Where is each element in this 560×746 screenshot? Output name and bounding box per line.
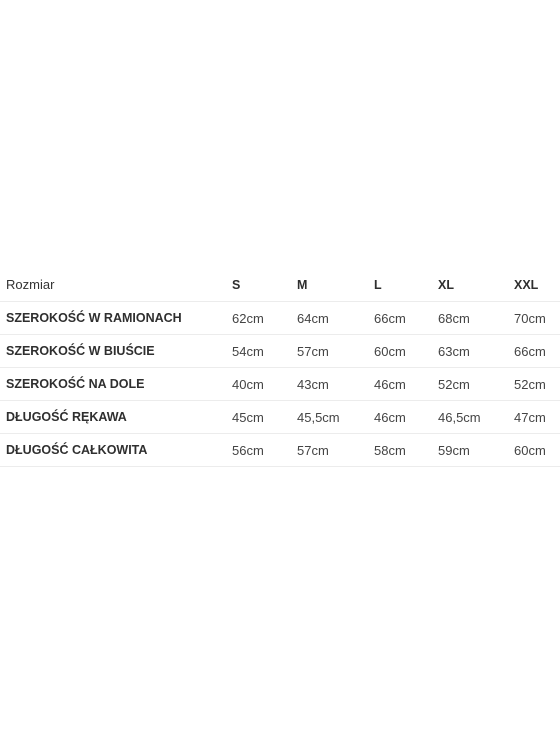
table-cell: 70cm [514, 310, 546, 326]
size-chart-table [0, 268, 560, 467]
table-cell: 47cm [514, 409, 546, 425]
table-row [0, 434, 560, 467]
table-row [0, 401, 560, 434]
table-cell: 54cm [232, 343, 264, 359]
table-cell: 63cm [438, 343, 470, 359]
header-size-s: S [232, 277, 241, 292]
row-label: SZEROKOŚĆ W BIUŚCIE [6, 344, 155, 358]
row-label: DŁUGOŚĆ CAŁKOWITA [6, 443, 148, 457]
table-cell: 60cm [374, 343, 406, 359]
table-cell: 46,5cm [438, 409, 481, 425]
header-size-m: M [297, 277, 308, 292]
row-label: SZEROKOŚĆ NA DOLE [6, 377, 145, 391]
table-row [0, 335, 560, 368]
table-cell: 57cm [297, 442, 329, 458]
table-cell: 68cm [438, 310, 470, 326]
table-cell: 46cm [374, 409, 406, 425]
header-size-xl: XL [438, 277, 454, 292]
row-label: SZEROKOŚĆ W RAMIONACH [6, 311, 182, 325]
table-cell: 46cm [374, 376, 406, 392]
header-size-l: L [374, 277, 382, 292]
table-cell: 62cm [232, 310, 264, 326]
row-label: DŁUGOŚĆ RĘKAWA [6, 410, 127, 424]
table-cell: 40cm [232, 376, 264, 392]
table-cell: 45cm [232, 409, 264, 425]
header-size-label: Rozmiar [6, 277, 55, 292]
table-row [0, 368, 560, 401]
table-cell: 66cm [374, 310, 406, 326]
table-cell: 52cm [438, 376, 470, 392]
table-cell: 56cm [232, 442, 264, 458]
header-size-xxl: XXL [514, 277, 539, 292]
table-cell: 59cm [438, 442, 470, 458]
table-cell: 60cm [514, 442, 546, 458]
table-header-row [0, 268, 560, 302]
table-cell: 57cm [297, 343, 329, 359]
table-cell: 64cm [297, 310, 329, 326]
table-cell: 45,5cm [297, 409, 340, 425]
table-row [0, 302, 560, 335]
table-cell: 58cm [374, 442, 406, 458]
table-cell: 52cm [514, 376, 546, 392]
table-cell: 43cm [297, 376, 329, 392]
table-cell: 66cm [514, 343, 546, 359]
